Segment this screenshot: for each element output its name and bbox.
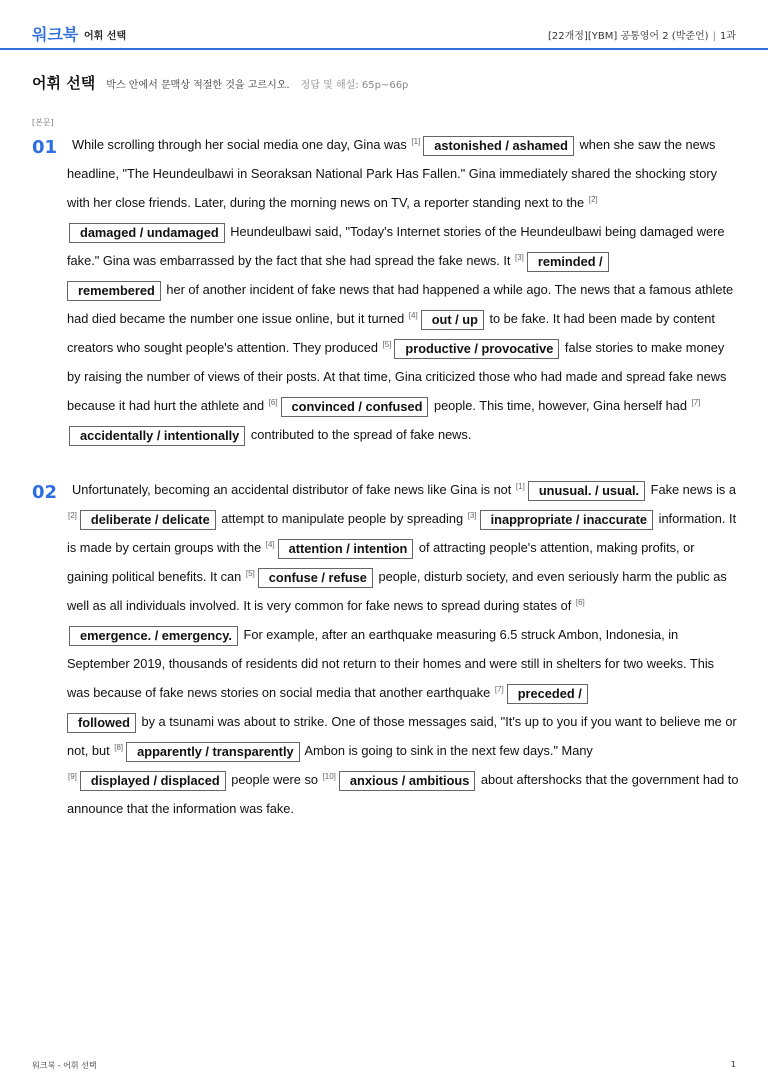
choice-box[interactable]: remembered: [67, 281, 161, 301]
blank-number: [6]: [268, 398, 278, 407]
passage-01: [67, 130, 739, 449]
passage-text: people were so: [227, 772, 322, 787]
choice-box[interactable]: damaged / undamaged: [69, 223, 225, 243]
choice-box[interactable]: productive / provocative: [394, 339, 559, 359]
passage-text: For example, after an earthquake measuring 6.5 struck Ambon, Indonesia, in September 2019, thousands of residents did not return to their homes and were still in shelters for two weeks. This was because of fake news stories on social media that another earthquake: [67, 627, 715, 700]
blank-number: [7]: [691, 398, 701, 407]
page-number: 1: [730, 1060, 736, 1069]
blank-number: [2]: [68, 511, 77, 520]
header-subtitle: 어휘 선택: [84, 31, 127, 42]
blank-number: [4]: [265, 540, 275, 549]
choice-box[interactable]: preceded /: [507, 684, 588, 704]
page-title: 어휘 선택: [32, 74, 96, 92]
instruction-text: 박스 안에서 문맥상 적절한 것을 고르시오.: [106, 80, 290, 91]
choice-box[interactable]: accidentally / intentionally: [69, 426, 245, 446]
section-label: [본문]: [32, 118, 54, 127]
passage-text: Unfortunately, becoming an accidental distributor of fake news like Gina is not: [72, 482, 515, 497]
lesson-label: 1과: [719, 31, 736, 42]
blank-number: [1]: [515, 482, 525, 491]
passage-text: people, disturb society, and even seriously harm the public as well as all individuals involved. It is very common for fake news to spread during states of: [67, 569, 727, 613]
course-title: [22개정][YBM] 공통영어 2 (박준언): [548, 31, 709, 42]
blank-number: [2]: [588, 195, 598, 204]
passage-text: by a tsunami was about to strike. One of those messages said, "It's up to you if you want to believe me or not, but: [67, 714, 737, 758]
choice-box[interactable]: apparently / transparently: [126, 742, 299, 762]
blank-number: [1]: [411, 137, 421, 146]
choice-box[interactable]: displayed / displaced: [80, 771, 226, 791]
choice-box[interactable]: attention / intention: [278, 539, 414, 559]
page-header: [0, 0, 768, 50]
choice-box[interactable]: convinced / confused: [281, 397, 429, 417]
choice-box[interactable]: anxious / ambitious: [339, 771, 475, 791]
passage-text: Ambon is going to sink in the next few days." Many: [301, 743, 593, 758]
blank-number: [4]: [408, 311, 418, 320]
choice-box[interactable]: astonished / ashamed: [423, 136, 574, 156]
passage-text: people. This time, however, Gina herself had: [430, 398, 691, 413]
passage-text: her of another incident of fake news that had happened a while ago. The news that a famous athlete had died became the number one issue online, but it turned: [67, 282, 734, 326]
passage-02: [67, 475, 739, 823]
passage-text: contributed to the spread of fake news.: [247, 427, 472, 442]
passage-text: Heundeulbawi said, "Today's Internet stories of the Heundeulbawi being damaged were fake." Gina was embarrassed by the fact that she had spread the fake news. It: [67, 224, 725, 268]
brand-logo-text: 워크북: [32, 25, 79, 44]
passage-text: to be fake. It had been made by content creators who sought people's attention. They produced: [67, 311, 715, 355]
passage-text: While scrolling through her social media one day, Gina was: [72, 137, 411, 152]
blank-number: [5]: [245, 569, 255, 578]
question-number: 02: [32, 482, 58, 503]
blank-number: [3]: [515, 253, 524, 262]
answer-reference: 정답 및 해설: 65p~66p: [300, 80, 409, 91]
passage-text: about aftershocks that the government had to announce that the information was fake.: [67, 772, 739, 816]
choice-box[interactable]: inappropriate / inaccurate: [480, 510, 653, 530]
choice-box[interactable]: emergence. / emergency.: [69, 626, 238, 646]
passage-text: false stories to make money by raising the number of views of their posts. At that time, Gina criticized those who had made and spread fake news because it had hurt the athlete and: [67, 340, 727, 413]
passage-text: of attracting people's attention, making profits, or gaining political benefits. It can: [67, 540, 695, 584]
choice-box[interactable]: deliberate / delicate: [80, 510, 216, 530]
passage-text: information. It is made by certain groups with the: [67, 511, 737, 555]
passage-text: Fake news is a: [647, 482, 736, 497]
choice-box[interactable]: unusual. / usual.: [528, 481, 645, 501]
header-course-info: [548, 27, 736, 42]
question-number: 01: [32, 137, 58, 158]
page-title-row: [32, 72, 408, 93]
choice-box[interactable]: confuse / refuse: [258, 568, 373, 588]
blank-number: [5]: [382, 340, 392, 349]
footer-label: 워크북 - 어휘 선택: [32, 1061, 97, 1070]
blank-number: [3]: [467, 511, 477, 520]
header-separator: |: [712, 31, 716, 42]
blank-number: [10]: [322, 772, 336, 781]
blank-number: [8]: [114, 743, 124, 752]
passage-text: when she saw the news headline, "The Heundeulbawi in Seoraksan National Park Has Fallen." Gina immediately shared the shocking story with her close friends. Later, during the morning news on TV, a reporter standing next to the: [67, 137, 717, 210]
choice-box[interactable]: followed: [67, 713, 136, 733]
passage-text: attempt to manipulate people by spreading: [217, 511, 467, 526]
blank-number: [7]: [494, 685, 504, 694]
blank-number: [6]: [575, 598, 585, 607]
choice-box[interactable]: out / up: [421, 310, 484, 330]
choice-box[interactable]: reminded /: [527, 252, 609, 272]
blank-number: [9]: [68, 772, 77, 781]
